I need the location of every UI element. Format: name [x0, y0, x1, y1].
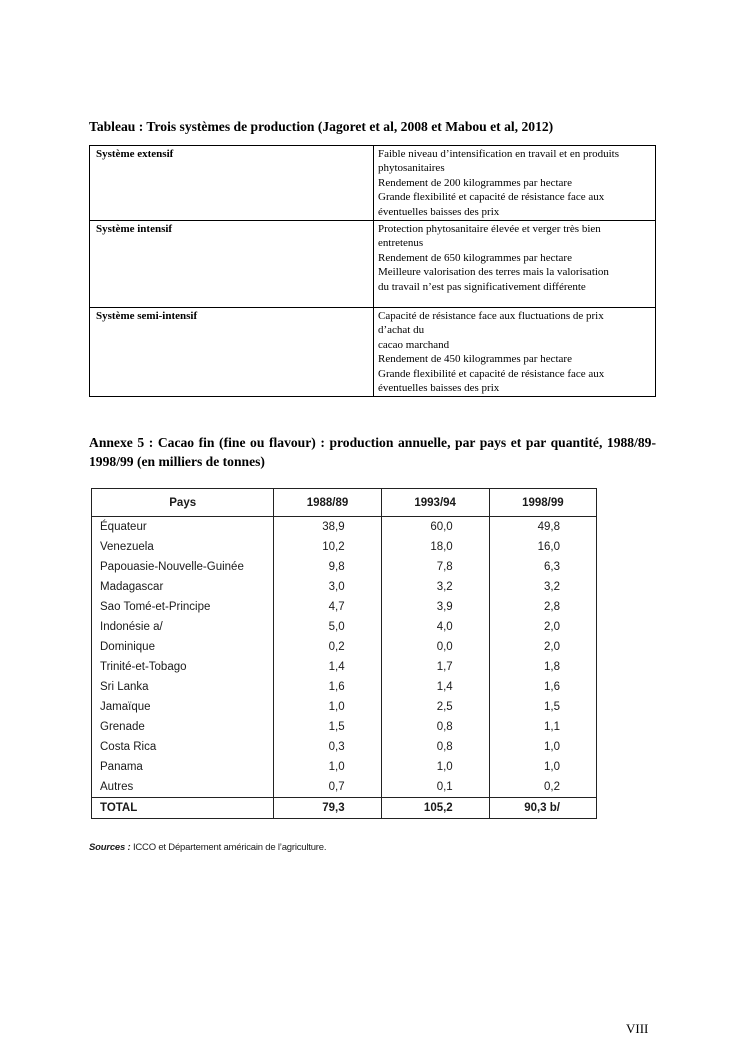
table-row	[92, 557, 597, 577]
value-cell: 6,3	[489, 557, 596, 577]
value-cell: 0,8	[381, 737, 489, 757]
value-cell: 1,0	[381, 757, 489, 777]
description-line: du travail n’est pas significativement différente	[378, 280, 586, 293]
value-cell: 2,0	[489, 617, 596, 637]
value-cell: 1,8	[489, 657, 596, 677]
table-row	[92, 677, 597, 697]
table-row	[92, 737, 597, 757]
total-value: 79,3	[274, 798, 381, 819]
total-label: TOTAL	[92, 798, 274, 819]
column-header-year: 1998/99	[489, 489, 596, 517]
value-cell: 0,2	[274, 637, 381, 657]
value-cell: 49,8	[489, 517, 596, 538]
total-value: 90,3 b/	[489, 798, 596, 819]
description-line: Rendement de 650 kilogrammes par hectare	[378, 251, 572, 264]
country-cell: Dominique	[92, 637, 274, 657]
value-cell: 0,7	[274, 777, 381, 798]
table-row	[90, 308, 656, 397]
table-row	[92, 597, 597, 617]
value-cell: 1,0	[274, 697, 381, 717]
table-row	[92, 777, 597, 798]
value-cell: 1,0	[489, 757, 596, 777]
description-line: Faible niveau d’intensification en travail et en produits	[378, 148, 620, 160]
value-cell: 7,8	[381, 557, 489, 577]
value-cell: 4,0	[381, 617, 489, 637]
table-row	[92, 697, 597, 717]
system-description	[374, 146, 656, 221]
description-line: entretenus	[378, 237, 424, 250]
country-cell: Venezuela	[92, 537, 274, 557]
description-line: cacao marchand	[378, 338, 450, 351]
value-cell: 0,3	[274, 737, 381, 757]
system-name: Système extensif	[90, 146, 374, 221]
value-cell: 1,7	[381, 657, 489, 677]
table-row	[92, 637, 597, 657]
value-cell: 1,0	[489, 737, 596, 757]
value-cell: 0,2	[489, 777, 596, 798]
column-header-year: 1993/94	[381, 489, 489, 517]
annexe-title: Annexe 5 : Cacao fin (fine ou flavour) : production annuelle, par pays et par quantité, 1988/89-1998/99 (en milliers de tonnes)	[89, 435, 656, 469]
country-cell: Équateur	[92, 517, 274, 538]
table-row	[92, 657, 597, 677]
value-cell: 18,0	[381, 537, 489, 557]
value-cell: 2,0	[489, 637, 596, 657]
country-cell: Trinité-et-Tobago	[92, 657, 274, 677]
description-line: éventuelles baisses des prix	[378, 205, 500, 218]
value-cell: 1,6	[274, 677, 381, 697]
total-value: 105,2	[381, 798, 489, 819]
value-cell: 3,2	[381, 577, 489, 597]
description-line: Rendement de 450 kilogrammes par hectare	[378, 353, 572, 366]
table-row	[92, 577, 597, 597]
production-systems-table	[89, 145, 656, 397]
value-cell: 5,0	[274, 617, 381, 637]
value-cell: 1,6	[489, 677, 596, 697]
table-row	[92, 517, 597, 538]
table-row	[90, 221, 656, 308]
country-cell: Jamaïque	[92, 697, 274, 717]
country-cell: Costa Rica	[92, 737, 274, 757]
country-cell: Papouasie-Nouvelle-Guinée	[92, 557, 274, 577]
sources-note	[89, 842, 326, 853]
description-line: Rendement de 200 kilogrammes par hectare	[378, 176, 572, 189]
system-description	[374, 221, 656, 308]
sources-text: ICCO et Département américain de l’agriculture.	[130, 842, 327, 853]
country-cell: Sri Lanka	[92, 677, 274, 697]
value-cell: 0,0	[381, 637, 489, 657]
description-line: éventuelles baisses des prix	[378, 382, 500, 395]
table-row	[92, 717, 597, 737]
table-row	[92, 537, 597, 557]
value-cell: 3,2	[489, 577, 596, 597]
value-cell: 10,2	[274, 537, 381, 557]
description-line: phytosanitaires	[378, 162, 445, 175]
value-cell: 1,0	[274, 757, 381, 777]
system-name: Système intensif	[90, 221, 374, 308]
table1-caption: Tableau : Trois systèmes de production (Jagoret et al, 2008 et Mabou et al, 2012)	[89, 119, 554, 134]
table-row	[92, 617, 597, 637]
table-row	[92, 757, 597, 777]
description-line: Meilleure valorisation des terres mais la valorisation	[378, 266, 609, 279]
table-header-row	[92, 489, 597, 517]
sources-label: Sources :	[89, 842, 131, 853]
system-description	[374, 308, 656, 397]
description-line: d’achat du	[378, 324, 425, 337]
value-cell: 1,5	[274, 717, 381, 737]
page-number: VIII	[626, 1021, 649, 1036]
country-cell: Indonésie a/	[92, 617, 274, 637]
value-cell: 16,0	[489, 537, 596, 557]
cacao-production-table	[91, 488, 597, 819]
value-cell: 2,8	[489, 597, 596, 617]
system-name: Système semi-intensif	[90, 308, 374, 397]
value-cell: 3,0	[274, 577, 381, 597]
total-row	[92, 798, 597, 819]
country-cell: Panama	[92, 757, 274, 777]
value-cell: 60,0	[381, 517, 489, 538]
value-cell: 0,8	[381, 717, 489, 737]
value-cell: 2,5	[381, 697, 489, 717]
column-header-country: Pays	[92, 489, 274, 517]
value-cell: 38,9	[274, 517, 381, 538]
value-cell: 3,9	[381, 597, 489, 617]
table-row	[90, 146, 656, 221]
value-cell: 1,4	[381, 677, 489, 697]
value-cell: 1,5	[489, 697, 596, 717]
country-cell: Madagascar	[92, 577, 274, 597]
value-cell: 1,1	[489, 717, 596, 737]
value-cell: 1,4	[274, 657, 381, 677]
country-cell: Grenade	[92, 717, 274, 737]
country-cell: Sao Tomé-et-Principe	[92, 597, 274, 617]
description-line: Capacité de résistance face aux fluctuations de prix	[378, 310, 604, 323]
column-header-year: 1988/89	[274, 489, 381, 517]
description-line: Grande flexibilité et capacité de résistance face aux	[378, 191, 605, 204]
value-cell: 0,1	[381, 777, 489, 798]
country-cell: Autres	[92, 777, 274, 798]
cacao-table-body	[92, 517, 597, 819]
description-line: Grande flexibilité et capacité de résistance face aux	[378, 367, 605, 380]
description-line: Protection phytosanitaire élevée et verger très bien	[378, 223, 601, 236]
value-cell: 4,7	[274, 597, 381, 617]
value-cell: 9,8	[274, 557, 381, 577]
